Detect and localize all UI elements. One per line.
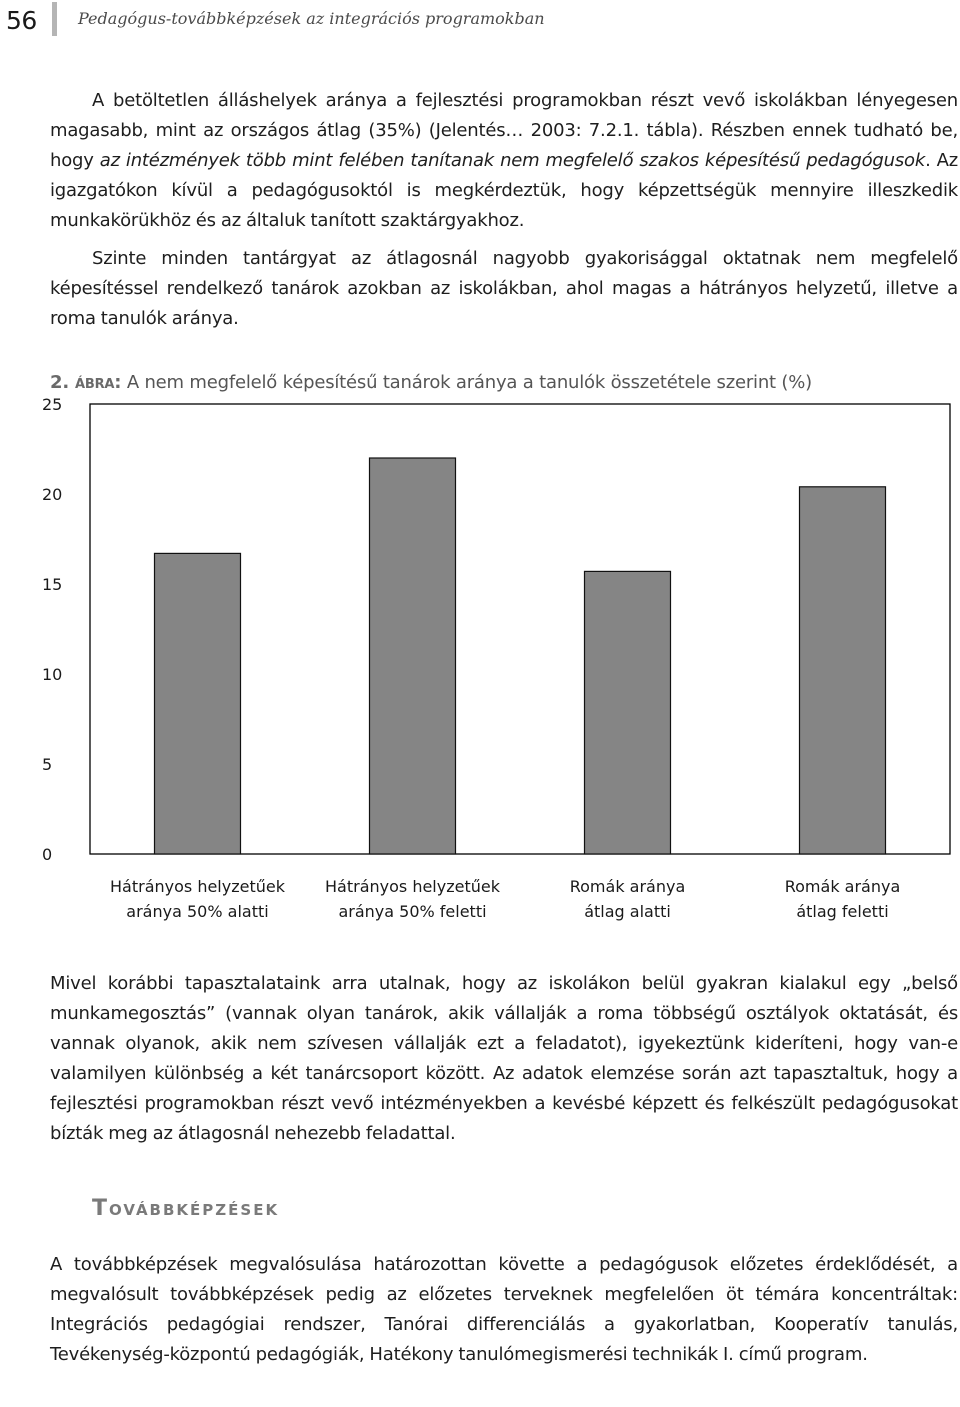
x-tick-label: aránya 50% feletti [338, 902, 487, 921]
bar-chart-svg [40, 396, 960, 936]
bar [800, 487, 886, 854]
paragraph-intro [50, 86, 958, 236]
page-number: 56 [6, 6, 37, 35]
running-header [0, 0, 960, 40]
running-title: Pedagógus-továbbképzések az integrációs programokban [78, 9, 545, 28]
y-tick-label: 15 [42, 575, 63, 594]
paragraph-trainings: A továbbképzések megvalósulása határozottan követte a pedagógusok előzetes érdeklődését, a megvalósult továbbképzések pedig az előzetes terveknek megfelelően öt témára koncentráltak: Integrációs pedagógiai rendszer, Tanórai differenciálás a gyakorlatban, Kooperatív tanulás, Tevékenység-központú pedagógiák, Hatékony tanulómegismerési technikák I. című program. [50, 1254, 958, 1365]
x-tick-label: Romák aránya [569, 877, 686, 896]
y-tick-label: 20 [42, 485, 63, 504]
section-heading: Továbbképzések [92, 1196, 280, 1221]
x-tick-label: Hátrányos helyzetűek [325, 877, 500, 896]
bar [155, 553, 241, 854]
x-tick-label: átlag alatti [584, 902, 671, 921]
bar [585, 571, 671, 854]
x-tick-label: Romák aránya [784, 877, 901, 896]
x-tick-label: átlag feletti [796, 902, 889, 921]
paragraph-intro-emphasis: az intézmények több mint felében tanítanak nem megfelelő szakos képesítésű pedagógusok [99, 150, 926, 171]
figure-title: A nem megfelelő képesítésű tanárok aránya a tanulók összetétele szerint (%) [126, 372, 812, 393]
y-tick-label: 5 [42, 755, 53, 774]
paragraph-division-of-labour: Mivel korábbi tapasztalataink arra utalnak, hogy az iskolákon belül gyakran kialakul egy „belső munkamegosztás” (vannak olyan tanárok, akik vállalják a roma többségű osztályok oktatását, és vannak olyanok, akik nem szívesen vállalják ezt a feladatot), igyekeztünk kideríteni, hogy van-e valamilyen különbség a két tanárcsoport között. Az adatok elemzése során azt tapasztaltuk, hogy a fejlesztési programokban részt vevő intézményekben a kevésbé képzett és felkészült pedagógusokat bízták meg az átlagosnál nehezebb feladattal. [50, 973, 958, 1144]
y-tick-label: 10 [42, 665, 63, 684]
figure-number: 2. ábra: [50, 372, 122, 393]
paragraph-intro-tail: . Az igazgatókon kívül a pedagógusoktól is megkérdeztük, hogy képzettségük mennyire illeszkedik munkakörükhöz és az általuk tanított szaktárgyakhoz. [50, 150, 958, 231]
paragraph-subjects: Szinte minden tantárgyat az átlagosnál nagyobb gyakorisággal oktatnak nem megfelelő képesítéssel rendelkező tanárok azokban az iskolákban, ahol magas a hátrányos helyzetű, illetve a roma tanulók aránya. [50, 248, 958, 329]
paragraph-intro-text: A betöltetlen álláshelyek aránya a fejlesztési programokban részt vevő iskolákban lényegesen magasabb, mint az országos átlag (35%) (Jelentés… 2003: 7.2.1. tábla). Részben ennek tudható be, hogy [50, 90, 958, 171]
figure-caption [50, 372, 958, 393]
bar [370, 458, 456, 854]
bar-chart [40, 396, 960, 936]
y-tick-label: 25 [42, 396, 63, 414]
header-divider [52, 2, 57, 36]
x-tick-label: aránya 50% alatti [126, 902, 269, 921]
y-tick-label: 0 [42, 845, 53, 864]
x-tick-label: Hátrányos helyzetűek [110, 877, 285, 896]
